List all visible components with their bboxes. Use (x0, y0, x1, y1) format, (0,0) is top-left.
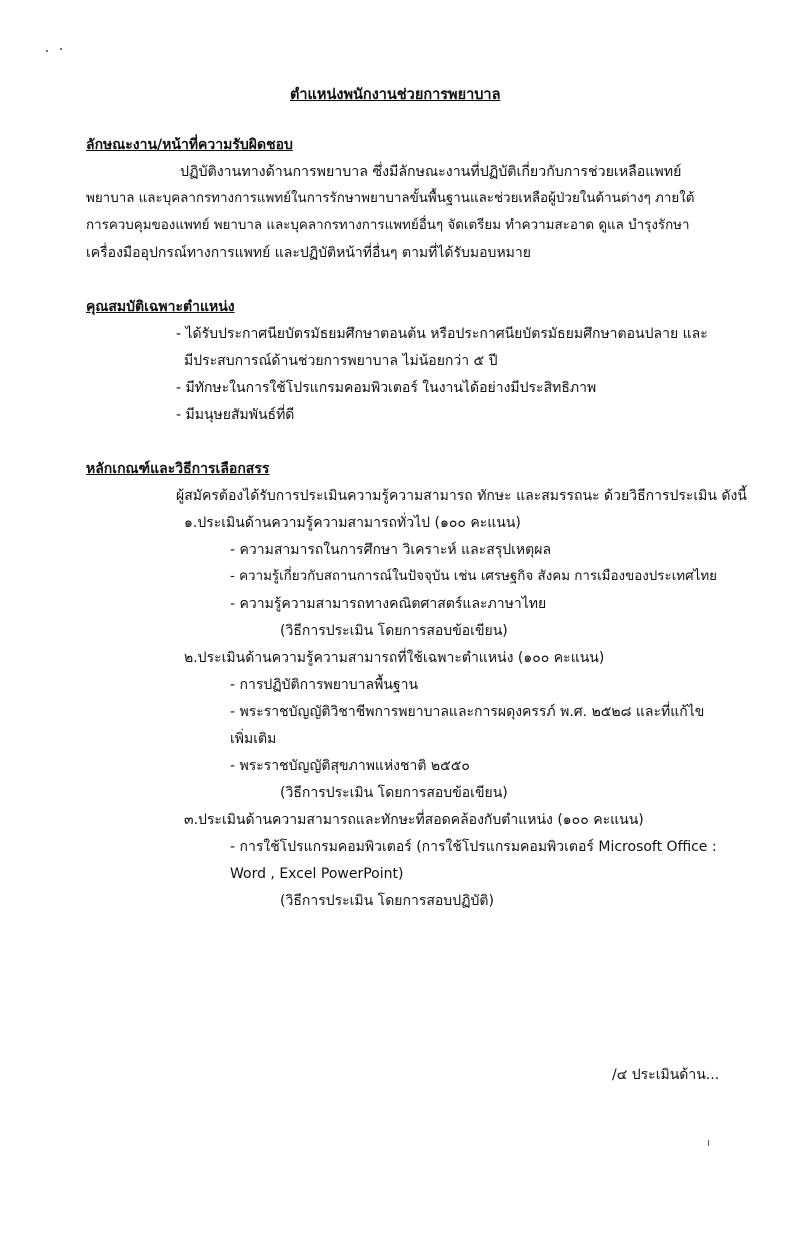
criterion-method: (วิธีการประเมิน โดยการสอบปฏิบัติ) (280, 893, 494, 909)
criterion-item: - ความสามารถในการศึกษา วิเคราะห์ และสรุปเหตุผล (230, 542, 552, 558)
qualification-item: - ได้รับประกาศนียบัตรมัธยมศึกษาตอนต้น หรือประกาศนียบัตรมัธยมศึกษาตอนปลาย และ (176, 326, 708, 342)
criterion-item: - พระราชบัญญัติสุขภาพแห่งชาติ ๒๕๕๐ (230, 758, 470, 774)
criterion-item: เพิ่มเติม (230, 731, 277, 747)
criterion-item: - การใช้โปรแกรมคอมพิวเตอร์ (การใช้โปรแกรมคอมพิวเตอร์ Microsoft Office : (230, 839, 717, 855)
qualification-item: - มีทักษะในการใช้โปรแกรมคอมพิวเตอร์ ในงานได้อย่างมีประสิทธิภาพ (176, 380, 597, 396)
duties-line: การควบคุมของแพทย์ พยาบาล และบุคลากรทางการแพทย์อื่นๆ จัดเตรียม ทำความสะอาด ดูแล บำรุงรักษา (86, 218, 690, 233)
selection-heading: หลักเกณฑ์และวิธีการเลือกสรร (86, 461, 270, 477)
criterion-title: ๑.ประเมินด้านความรู้ความสามารถทั่วไป (๑๐๐ คะแนน) (184, 515, 521, 531)
criterion-item: - พระราชบัญญัติวิชาชีพการพยาบาลและการผดุงครรภ์ พ.ศ. ๒๕๒๘ และที่แก้ไข (230, 704, 705, 720)
duties-line: เครื่องมืออุปกรณ์ทางการแพทย์ และปฏิบัติหน้าที่อื่นๆ ตามที่ได้รับมอบหมาย (86, 245, 531, 261)
qualification-item: - มีมนุษยสัมพันธ์ที่ดี (176, 407, 295, 423)
duties-heading: ลักษณะงาน/หน้าที่ความรับผิดชอบ (86, 137, 293, 153)
page-title: ตำแหน่งพนักงานช่วยการพยาบาล (290, 87, 501, 103)
page-continuation: /๔ ประเมินด้าน... (612, 1067, 720, 1083)
criterion-title: ๒.ประเมินด้านความรู้ความสามารถที่ใช้เฉพาะตำแหน่ง (๑๐๐ คะแนน) (184, 650, 605, 666)
criterion-item: - ความรู้เกี่ยวกับสถานการณ์ในปัจจุบัน เช่น เศรษฐกิจ สังคม การเมืองของประเทศไทย (230, 569, 718, 584)
criterion-item: - ความรู้ความสามารถทางคณิตศาสตร์และภาษาไทย (230, 596, 547, 612)
duties-line: ปฏิบัติงานทางด้านการพยาบาล ซึ่งมีลักษณะงานที่ปฏิบัติเกี่ยวกับการช่วยเหลือแพทย์ (180, 164, 682, 180)
qualification-item: มีประสบการณ์ด้านช่วยการพยาบาล ไม่น้อยกว่า ๕ ปี (184, 353, 498, 369)
criterion-method: (วิธีการประเมิน โดยการสอบข้อเขียน) (280, 785, 508, 801)
scan-speck (60, 48, 62, 50)
criterion-item: - การปฏิบัติการพยาบาลพื้นฐาน (230, 677, 419, 693)
qualifications-heading: คุณสมบัติเฉพาะตำแหน่ง (86, 299, 235, 315)
criterion-title: ๓.ประเมินด้านความสามารถและทักษะที่สอดคล้องกับตำแหน่ง (๑๐๐ คะแนน) (184, 812, 644, 828)
scan-speck (708, 1140, 709, 1146)
selection-intro: ผู้สมัครต้องได้รับการประเมินความรู้ความสามารถ ทักษะ และสมรรถนะ ด้วยวิธีการประเมิน ดังนี้ (176, 488, 747, 504)
criterion-method: (วิธีการประเมิน โดยการสอบข้อเขียน) (280, 623, 508, 639)
criterion-item: Word , Excel PowerPoint) (230, 866, 404, 882)
duties-line: พยาบาล และบุคลากรทางการแพทย์ในการรักษาพยาบาลขั้นพื้นฐานและช่วยเหลือผู้ป่วยในด้านต่างๆ ภายใต้ (86, 191, 695, 206)
scan-speck (46, 50, 48, 52)
